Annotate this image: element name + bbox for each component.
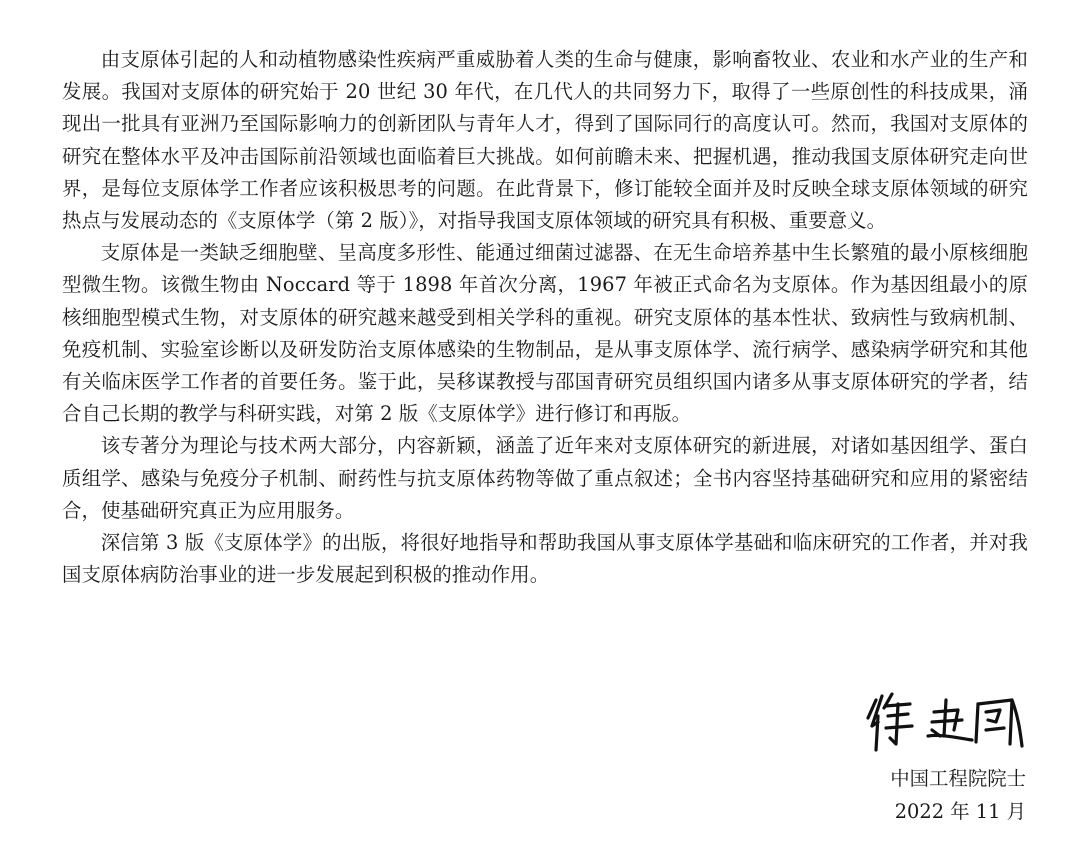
preface-paragraph-2: 支原体是一类缺乏细胞壁、呈高度多形性、能通过细菌过滤器、在无生命培养基中生长繁殖的最小原核细胞型微生物。该微生物由 Noccard 等于 1898 年首次分离，1967 年被正式命名为支原体。作为基因组最小的原核细胞型模式生物，对支原体的研究越来越受到相关学科的重视。研究支原体的基本性状、致病性与致病机制、免疫机制、实验室诊断以及研发防治支原体感染的生物制品，是从事支原体学、流行病学、感染病学研究和其他有关临床医学工作者的首要任务。鉴于此，吴移谋教授与邵国青研究员组织国内诸多从事支原体研究的学者，结合自己长期的教学与科研实践，对第 2 版《支原体学》进行修订和再版。 — [62, 241, 1028, 426]
signer-affiliation: 中国工程院院士 — [890, 767, 1026, 790]
handwritten-signature — [862, 686, 1028, 756]
signature-image — [862, 686, 1028, 756]
preface-paragraph-4: 深信第 3 版《支原体学》的出版，将很好地指导和帮助我国从事支原体学基础和临床研究的工作者，并对我国支原体病防治事业的进一步发展起到积极的推动作用。 — [62, 531, 1028, 587]
preface-paragraph-1: 由支原体引起的人和动植物感染性疾病严重威胁着人类的生命与健康，影响畜牧业、农业和水产业的生产和发展。我国对支原体的研究始于 20 世纪 30 年代，在几代人的共同努力下，取得了一些原创性的科技成果，涌现出一批具有亚洲乃至国际影响力的创新团队与青年人才，得到了国际同行的高度认可。然而，我国对支原体的研究在整体水平及冲击国际前沿领域也面临着巨大挑战。如何前瞻未来、把握机遇，推动我国支原体研究走向世界，是每位支原体学工作者应该积极思考的问题。在此背景下，修订能较全面并及时反映全球支原体领域的研究热点与发展动态的《支原体学（第 2 版）》，对指导我国支原体领域的研究具有积极、重要意义。 — [62, 48, 1028, 233]
preface-body — [62, 44, 1028, 591]
preface-paragraph-3: 该专著分为理论与技术两大部分，内容新颖，涵盖了近年来对支原体研究的新进展，对诸如基因组学、蛋白质组学、感染与免疫分子机制、耐药性与抗支原体药物等做了重点叙述；全书内容坚持基础研究和应用的紧密结合，使基础研究真正为应用服务。 — [62, 434, 1028, 522]
signature-date: 2022 年 11 月 — [894, 800, 1026, 823]
